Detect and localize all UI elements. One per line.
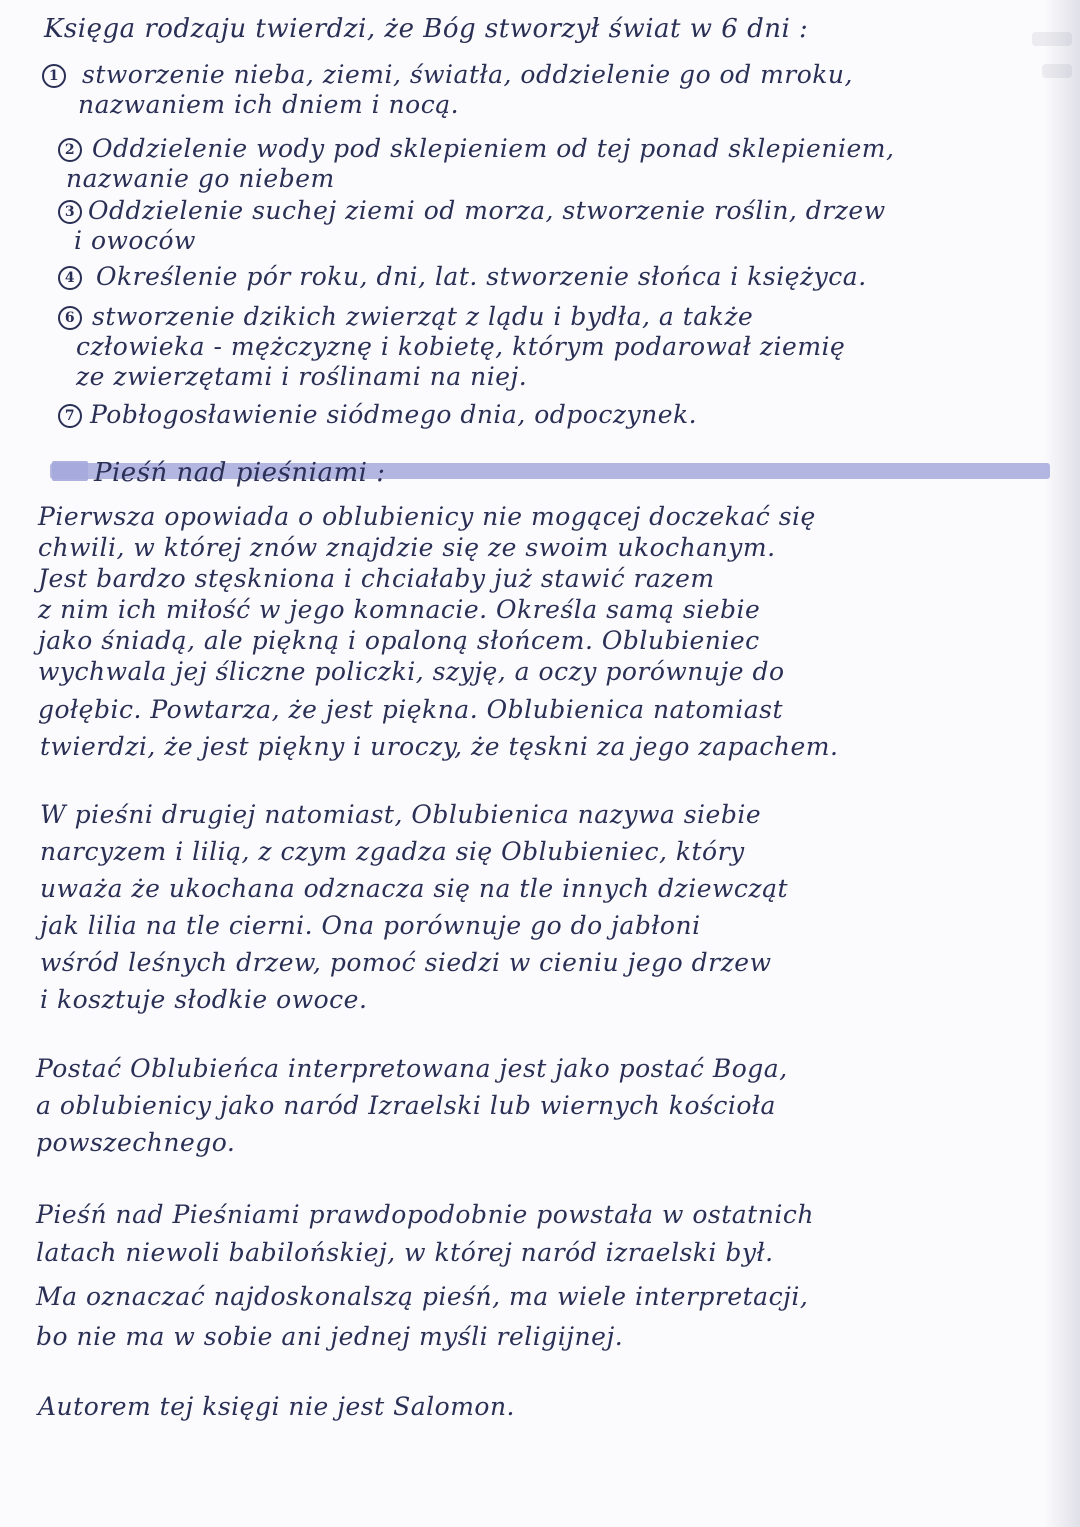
day-line: Oddzielenie suchej ziemi od morza, stworzenie roślin, drzew	[88, 196, 886, 225]
day-line: Określenie pór roku, dni, lat. stworzenie słońca i księżyca.	[96, 262, 867, 291]
paragraph-line: i kosztuje słodkie owoce.	[40, 985, 368, 1014]
paragraph-line: twierdzi, że jest piękny i uroczy, że tęskni za jego zapachem.	[40, 732, 839, 761]
paragraph-line: Pierwsza opowiada o oblubienicy nie mogącej doczekać się	[38, 502, 816, 531]
paragraph-line: uważa że ukochana odznacza się na tle innych dziewcząt	[40, 874, 789, 903]
genesis-intro: Księga rodzaju twierdzi, że Bóg stworzył świat w 6 dni :	[44, 14, 809, 44]
paragraph-line: a oblubienicy jako naród Izraelski lub wiernych kościoła	[36, 1091, 776, 1120]
paragraph-line: W pieśni drugiej natomiast, Oblubienica nazywa siebie	[40, 800, 762, 829]
day-line: człowieka - mężczyznę i kobietę, którym podarował ziemię	[76, 332, 846, 361]
day-number-badge: 2	[58, 138, 82, 162]
paragraph-line: gołębic. Powtarza, że jest piękna. Oblubienica natomiast	[38, 695, 784, 724]
paragraph-line: narcyzem i lilią, z czym zgadza się Oblubieniec, który	[40, 837, 745, 866]
day-number-badge: 4	[58, 266, 82, 290]
paragraph-line: Postać Oblubieńca interpretowana jest jako postać Boga,	[36, 1054, 788, 1083]
paragraph-line: wychwala jej śliczne policzki, szyję, a oczy porównuje do	[38, 657, 785, 686]
paragraph-line: wśród leśnych drzew, pomoć siedzi w cieniu jego drzew	[40, 948, 772, 977]
day-number-badge: 3	[58, 200, 82, 224]
day-line: stworzenie dzikich zwierząt z lądu i bydła, a także	[92, 302, 754, 331]
paragraph-line: powszechnego.	[36, 1128, 236, 1157]
day-number-badge: 6	[58, 306, 82, 330]
day-line: Oddzielenie wody pod sklepieniem od tej ponad sklepieniem,	[92, 134, 895, 163]
paragraph-line: jak lilia na tle cierni. Ona porównuje go do jabłoni	[40, 911, 701, 940]
paragraph-line: z nim ich miłość w jego komnacie. Określa samą siebie	[38, 595, 761, 624]
day-number-badge: 7	[58, 404, 82, 428]
paragraph-line: bo nie ma w sobie ani jednej myśli religijnej.	[36, 1322, 624, 1351]
song-heading: Pieśń nad pieśniami :	[94, 458, 386, 488]
day-line: stworzenie nieba, ziemi, światła, oddzielenie go od mroku,	[82, 60, 853, 89]
day-line: ze zwierzętami i roślinami na niej.	[76, 362, 528, 391]
paragraph-line: jako śniadą, ale piękną i opaloną słońcem. Oblubieniec	[38, 626, 760, 655]
day-line: nazwanie go niebem	[66, 164, 335, 193]
day-number-badge: 1	[42, 64, 66, 88]
paragraph-line: Jest bardzo stęskniona i chciałaby już stawić razem	[38, 564, 715, 593]
paragraph-line: Ma oznaczać najdoskonalszą pieśń, ma wiele interpretacji,	[36, 1282, 809, 1311]
paragraph-line: Pieśń nad Pieśniami prawdopodobnie powstała w ostatnich	[36, 1200, 814, 1229]
paragraph-line: latach niewoli babilońskiej, w której naród izraelski był.	[36, 1238, 774, 1267]
day-line: Pobłogosławienie siódmego dnia, odpoczynek.	[90, 400, 698, 429]
paragraph-line: Autorem tej księgi nie jest Salomon.	[38, 1392, 515, 1421]
day-line: nazwaniem ich dniem i nocą.	[78, 90, 460, 119]
paragraph-line: chwili, w której znów znajdzie się ze swoim ukochanym.	[38, 533, 776, 562]
heading-highlight	[52, 461, 88, 481]
day-line: i owoców	[74, 226, 196, 255]
